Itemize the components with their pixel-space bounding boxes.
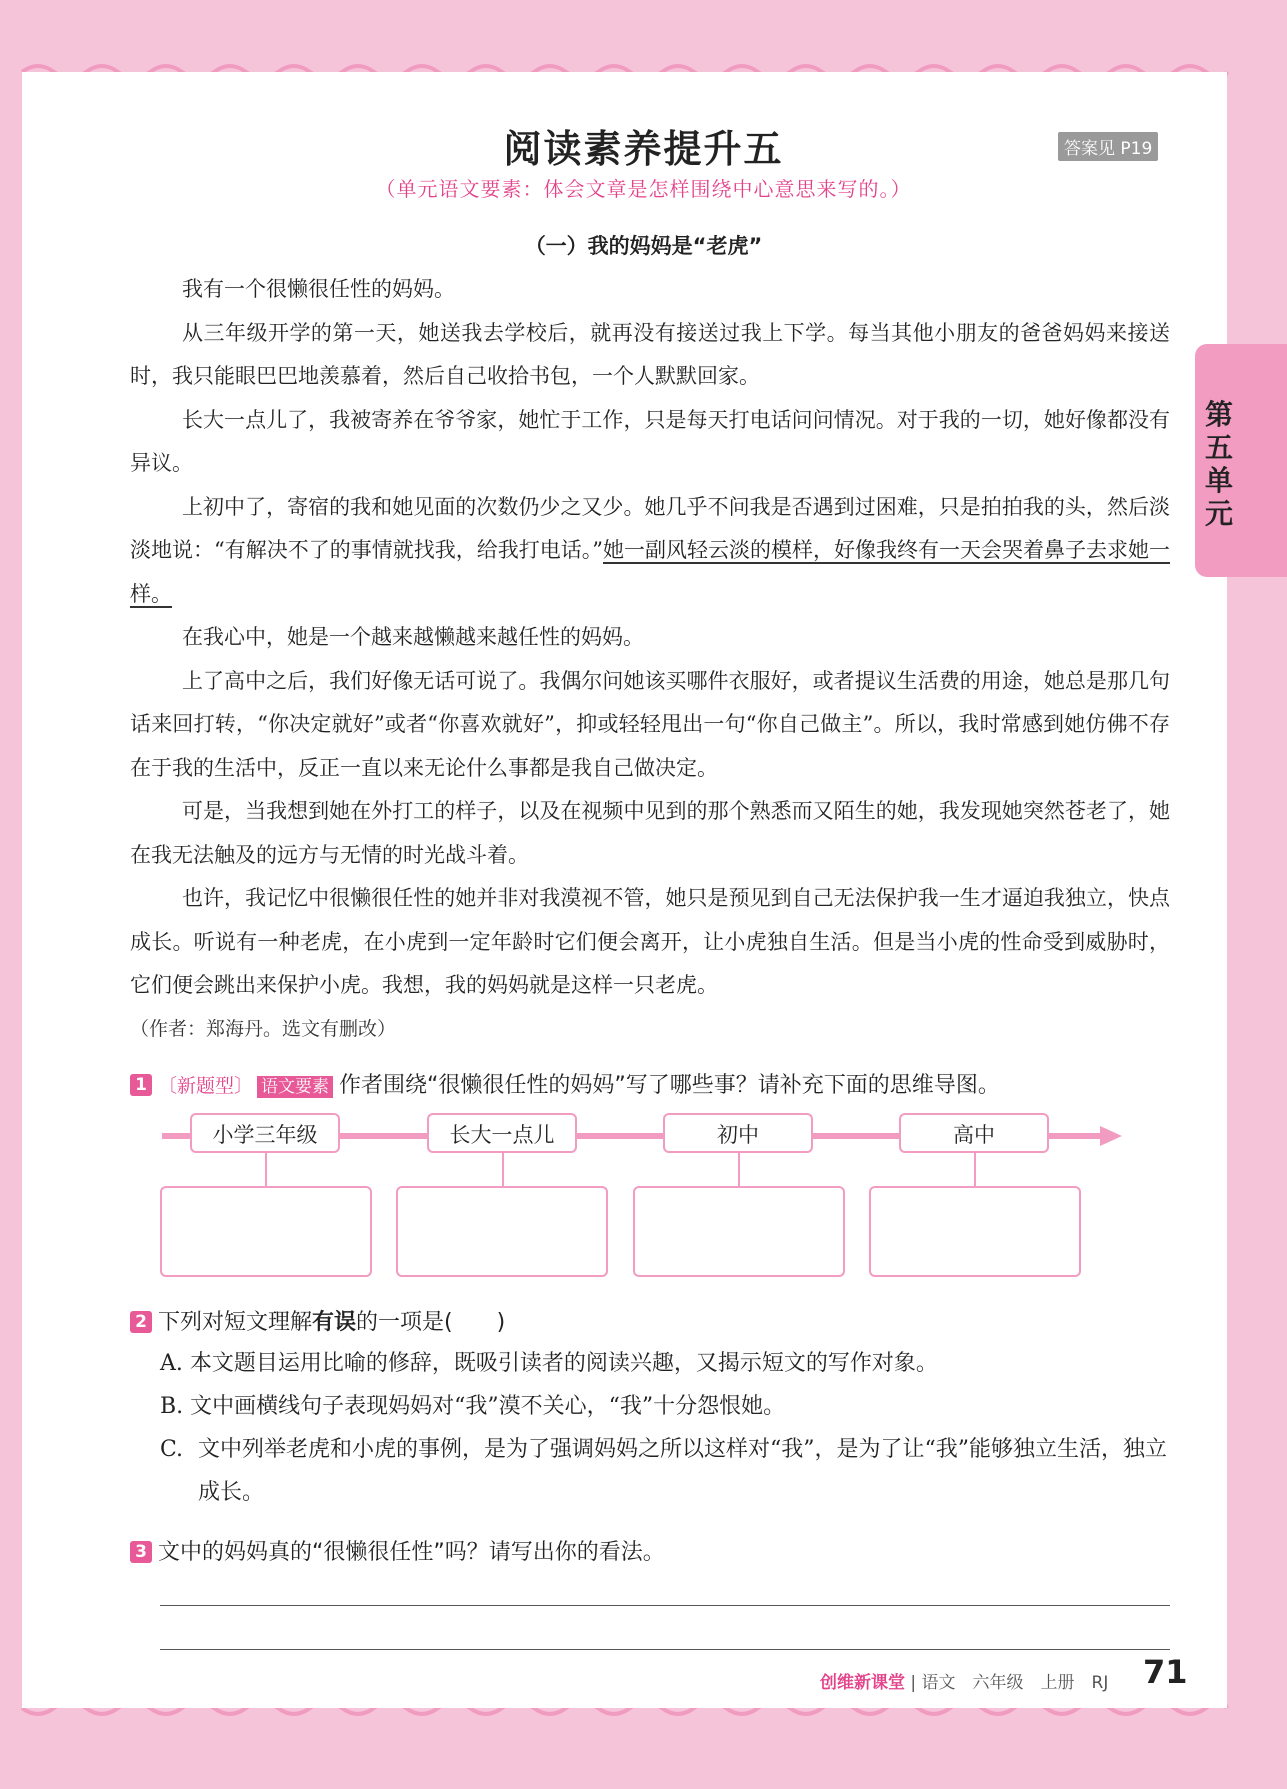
page-title: 阅读素养提升五 [503,127,784,171]
option-b-label: B. [160,1394,184,1419]
connector-3 [738,1153,740,1186]
paragraph-4 [130,486,1170,617]
unit-requirement-subtitle: （单元语文要素：体会文章是怎样围绕中心意思来写的。） [375,177,912,201]
question-2-number: 2 [130,1311,152,1333]
question-3-text: 文中的妈妈真的“很懒很任性”吗？请写出你的看法。 [158,1540,665,1565]
answer-box-2[interactable] [396,1186,608,1277]
paragraph-3: 长大一点儿了，我被寄养在爷爷家，她忙于工作，只是每天打电话问问情况。对于我的一切，她好像都没有异议。 [130,407,1170,475]
question-3 [130,1535,665,1566]
option-a-text: 本文题目运用比喻的修辞，既吸引读者的阅读兴趣，又揭示短文的写作对象。 [189,1351,938,1376]
option-a-label: A. [160,1351,183,1376]
option-c-label: C. [160,1437,184,1462]
question-2-emphasis: 有误 [312,1310,357,1335]
option-c-text: 文中列举老虎和小虎的事例，是为了强调妈妈之所以这样对“我”，是为了让“我”能够独立生活，独立成长。 [198,1437,1167,1505]
question-2-text-after: 的一项是( ) [356,1310,506,1335]
page-number: 71 [1143,1653,1188,1691]
option-b-text: 文中画横线句子表现妈妈对“我”漠不关心，“我”十分怨恨她。 [190,1394,786,1419]
footer-brand: 创维新课堂 [820,1673,905,1693]
unit-side-tab-label: 第五单元 [1204,398,1233,530]
reading-passage [130,268,1170,1051]
connector-4 [974,1153,976,1186]
footer-info [820,1668,1108,1693]
answer-box-1[interactable] [160,1186,372,1277]
stage-label-2: 长大一点儿 [427,1113,577,1153]
footer-course-info: | 语文 六年级 上册 RJ [910,1673,1109,1693]
paragraph-4-text: 上初中了，寄宿的我和她见面的次数仍少之又少。她几乎不问我是否遇到过困难，只是拍拍我的头，然后淡淡地说：“有解决不了的事情就找我，给我打电话。” [130,494,1170,562]
question-3-number: 3 [130,1541,152,1563]
answer-reference-badge: 答案见 P19 [1058,132,1158,161]
answer-box-3[interactable] [633,1186,845,1277]
stage-label-3: 初中 [663,1113,813,1153]
passage-title: （一）我的妈妈是“老虎” [524,234,763,258]
stage-label-4: 高中 [899,1113,1049,1153]
question-2 [130,1305,505,1336]
answer-box-4[interactable] [869,1186,1081,1277]
paragraph-6: 上了高中之后，我们好像无话可说了。我偶尔问她该买哪件衣服好，或者提议生活费的用途，她总是那几句话来回打转，“你决定就好”或者“你喜欢就好”，抑或轻轻甩出一句“你自己做主”。所以，我时常感到她仿佛不存在于我的生活中，反正一直以来无论什么事都是我自己做决定。 [130,668,1170,780]
answer-line-1[interactable] [160,1605,1170,1606]
option-a[interactable] [160,1342,1170,1385]
paragraph-1: 我有一个很懒很任性的妈妈。 [182,277,455,301]
language-element-tag: 语文要素 [257,1076,333,1098]
author-credit: （作者：郑海丹。选文有删改） [130,1017,397,1040]
question-1-number: 1 [130,1074,152,1096]
question-1 [130,1068,1000,1099]
stage-label-1: 小学三年级 [190,1113,340,1153]
underlined-sentence: 她一副风轻云淡的模样，好像我终有一天会哭着鼻子去求她一样。 [130,538,1170,606]
paragraph-7: 可是，当我想到她在外打工的样子，以及在视频中见到的那个熟悉而又陌生的她，我发现她突然苍老了，她在我无法触及的远方与无情的时光战斗着。 [130,799,1170,867]
option-b[interactable] [160,1385,1170,1428]
timeline-arrow-icon [1100,1126,1122,1146]
new-type-tag: 〔新题型〕 [158,1075,254,1097]
connector-1 [265,1153,267,1186]
answer-line-2[interactable] [160,1649,1170,1650]
option-c[interactable] [160,1428,1170,1514]
question-1-text: 作者围绕“很懒很任性的妈妈”写了哪些事？请补充下面的思维导图。 [339,1073,1000,1098]
connector-2 [502,1153,504,1186]
paragraph-2: 从三年级开学的第一天，她送我去学校后，就再没有接送过我上下学。每当其他小朋友的爸爸妈妈来接送时，我只能眼巴巴地羡慕着，然后自己收拾书包，一个人默默回家。 [130,320,1170,388]
paragraph-5: 在我心中，她是一个越来越懒越来越任性的妈妈。 [182,625,644,649]
question-2-text-before: 下列对短文理解 [158,1310,313,1335]
paragraph-8: 也许，我记忆中很懒很任性的她并非对我漠视不管，她只是预见到自己无法保护我一生才逼迫我独立，快点成长。听说有一种老虎，在小虎到一定年龄时它们便会离开，让小虎独自生活。但是当小虎的性命受到威胁时，它们便会跳出来保护小虎。我想，我的妈妈就是这样一只老虎。 [130,886,1170,997]
